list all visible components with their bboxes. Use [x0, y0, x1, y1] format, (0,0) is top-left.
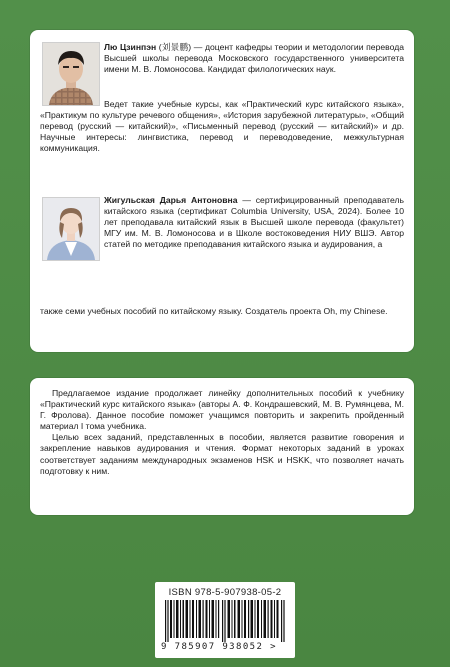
isbn-barcode-box: [155, 582, 295, 658]
author-photo-zhigulskaya: [42, 197, 100, 261]
annotation-paragraph-1: Предлагаемое издание продолжает линейку дополнительных пособий к учебнику «Практический курс китайского языка» (авторы А. Ф. Кондрашевский, М. В. Румянцева, М. Г. Фролова). Данное пособие поможет учащимся повторить и закрепить пройденный материал I тома учебника.: [40, 388, 404, 432]
barcode-digits: 9 785907 938052 >: [161, 642, 277, 652]
annotation-panel: [30, 378, 414, 515]
annotation-text: [40, 388, 404, 477]
author-bio-liu-rest: Ведет такие учебные курсы, как «Практический курс китайского языка», «Практикум по культуре речевого общения», «История зарубежной литературы», «Общий перевод (русский — китайский)», «Письменный перевод (русский — китайский)» и др. Научные интересы: лингвистика, перевод и переводоведение, межкультурная коммуникация.: [40, 99, 404, 154]
author-photo-liu: [42, 42, 100, 106]
author-bio-liu-first: — доцент кафедры теории и методологии перевода Высшей школы перевода Московского государственного университета имени М. В. Ломоносова. Кандидат филологических наук.: [104, 42, 404, 75]
author-bio-zhigulskaya-rest: также семи учебных пособий по китайскому языку. Создатель проекта Oh, my Chinese.: [40, 306, 388, 316]
author-name-liu: Лю Цзинпэн: [104, 42, 157, 52]
author-bio-liu-intro: [104, 42, 404, 75]
barcode-icon: [165, 600, 285, 642]
author-bio-zhigulskaya-first: — сертифицированный преподаватель китайского языка (сертификат Columbia University, USA, 2024). Более 10 лет преподавала китайский язык в Высшей школе перевода (факультет) МГУ им. М. В. Ломоносова и в Школе востоковедения НИУ ВШЭ. Автор статей по методике преподавания китайского языка и аудирования, а: [104, 195, 405, 250]
isbn-number: ISBN 978-5-907938-05-2: [168, 587, 282, 598]
author-name-zhigulskaya: Жигульская Дарья Антоновна: [104, 195, 238, 205]
annotation-paragraph-2: Целью всех заданий, представленных в пособии, является развитие говорения и закрепление навыков аудирования и чтения. Формат некоторых заданий в уроках соответствует заданиям международных экзаменов HSK и HSKK, что позволяет начать подготовку к ним.: [40, 432, 404, 476]
authors-panel: [30, 30, 414, 352]
author-name-liu-chinese: (刘景鹏): [158, 42, 192, 52]
author-bio-zhigulskaya-intro: [104, 195, 404, 250]
